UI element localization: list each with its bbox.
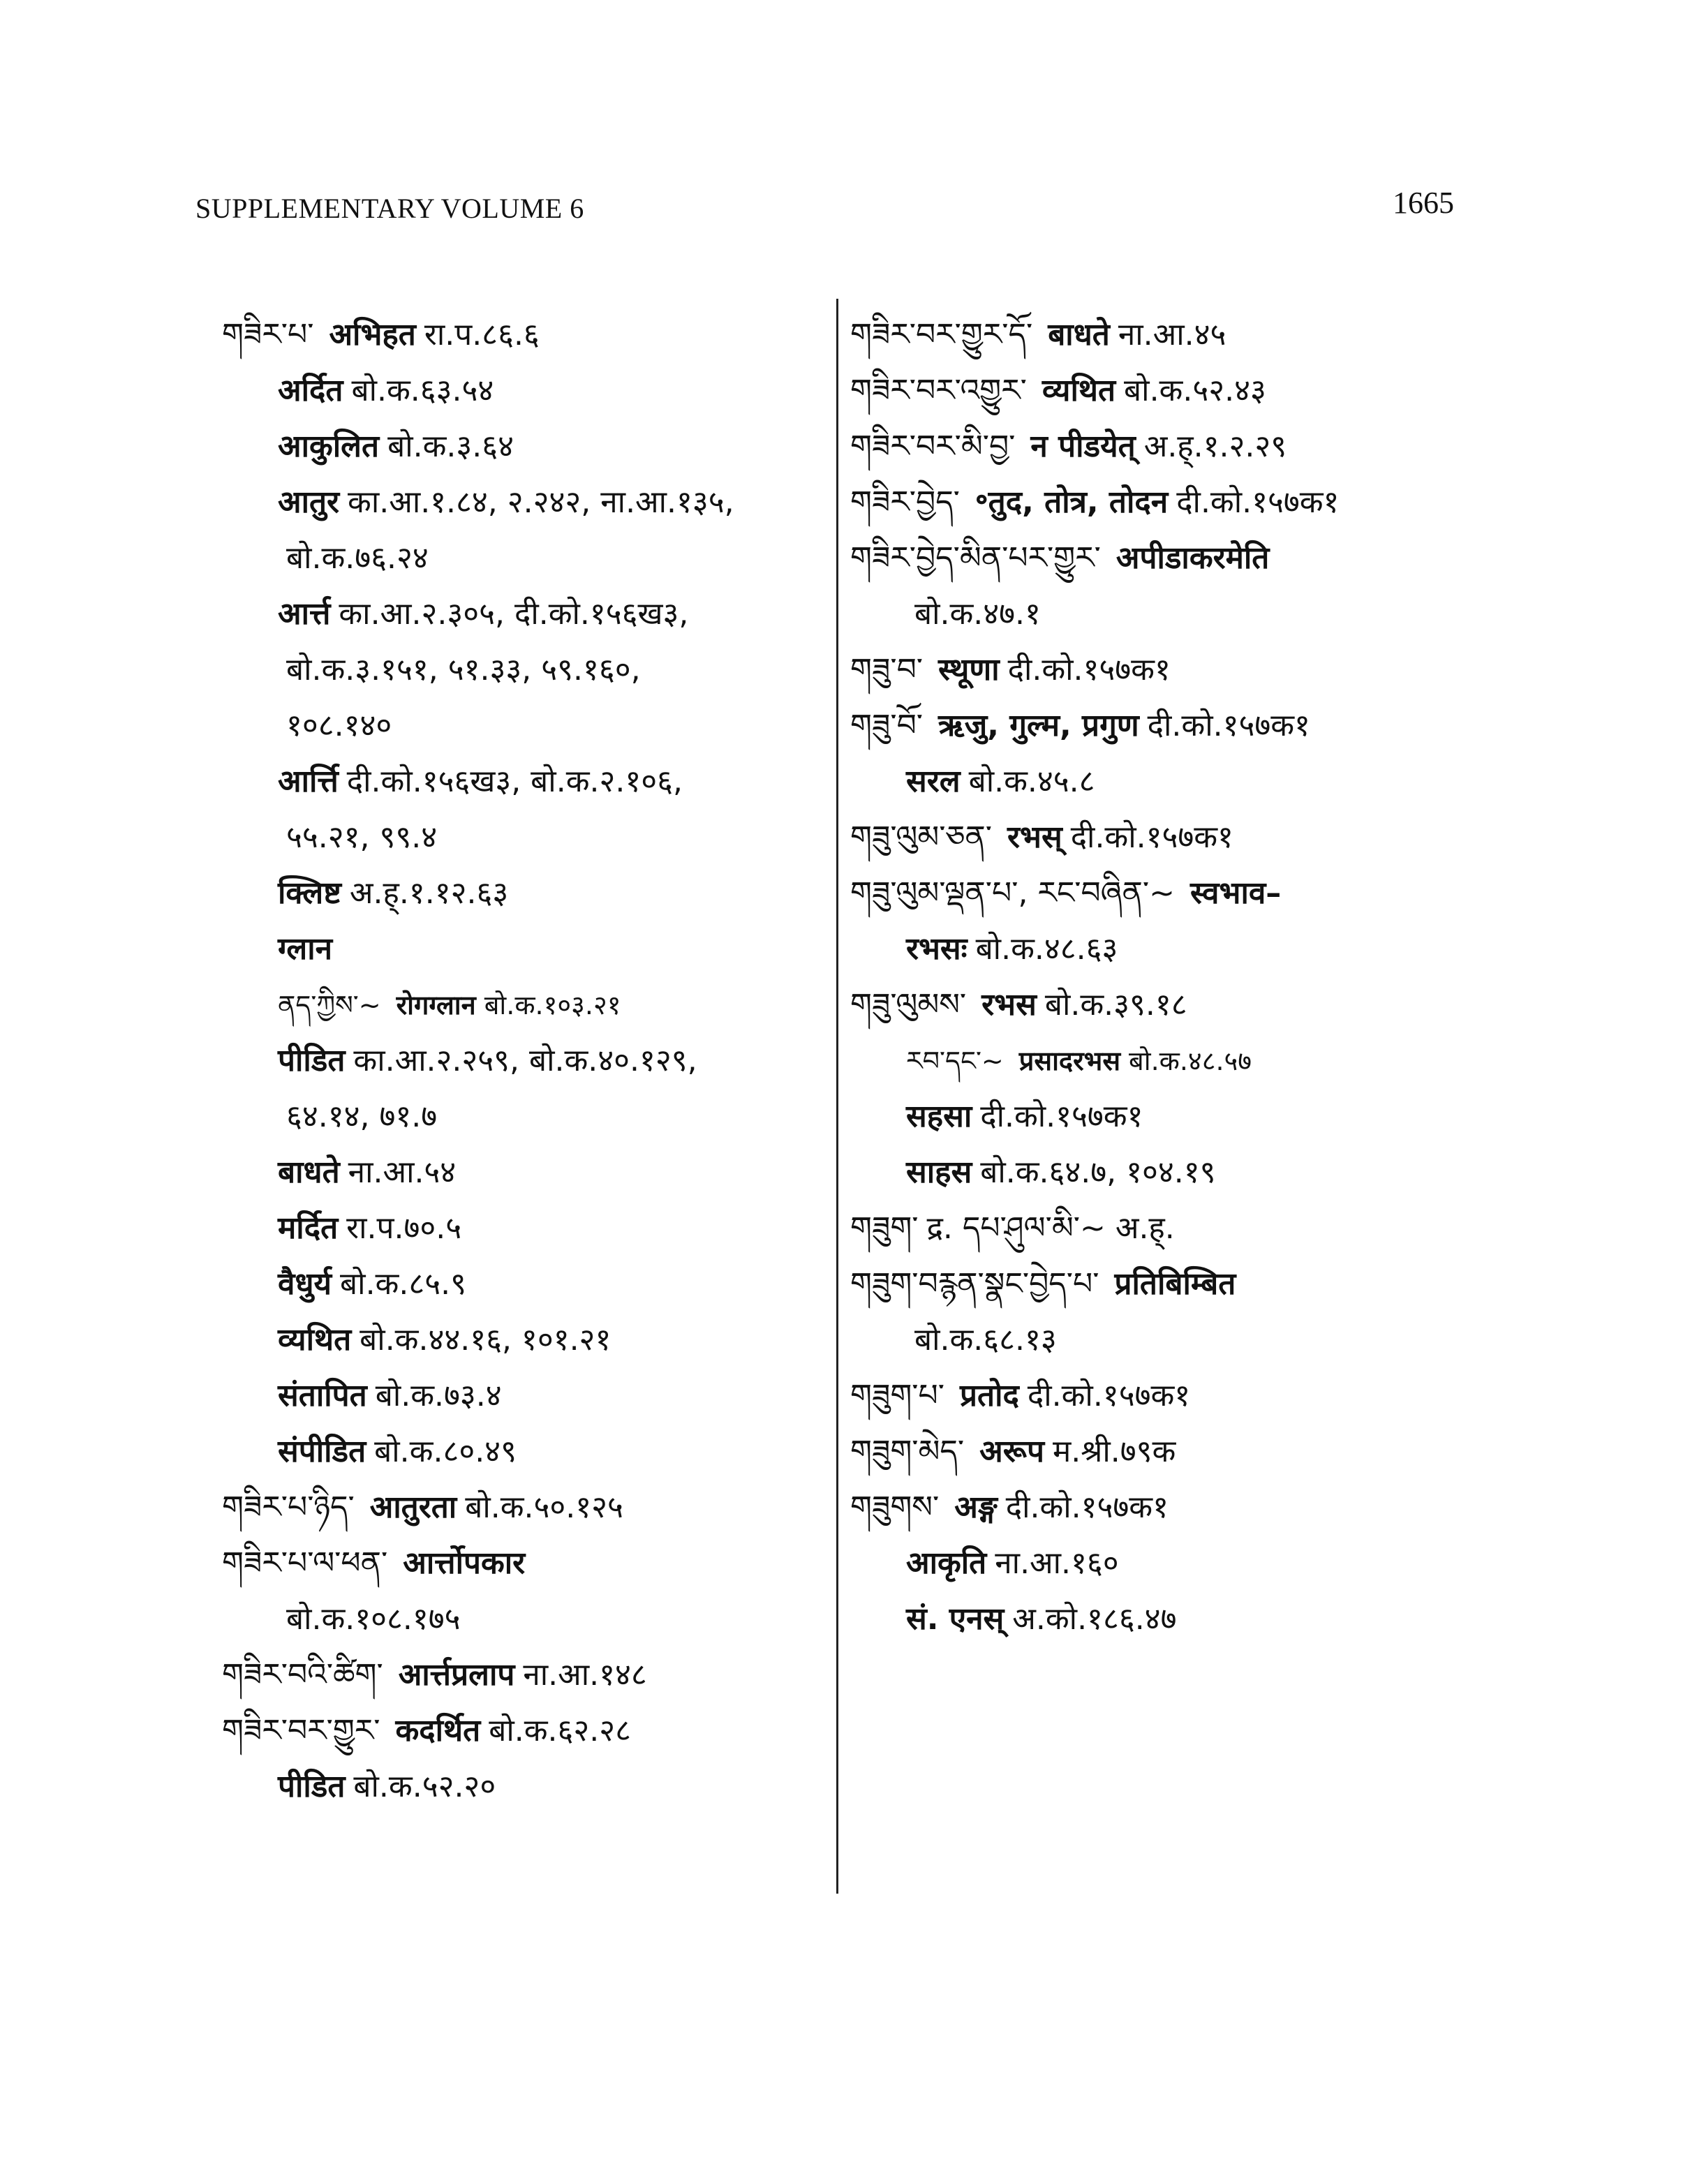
source-reference: बो.क.३९.१८: [1044, 987, 1187, 1023]
dictionary-headword-line: [850, 363, 1478, 419]
dictionary-headword-line: [222, 1536, 822, 1591]
sanskrit-term: प्रतोद: [960, 1378, 1019, 1413]
page-number: 1665: [1393, 186, 1454, 220]
dictionary-sense-line: [850, 1145, 1478, 1201]
source-reference: दी.को.१५७क१: [1007, 652, 1171, 688]
source-reference: दी.को.१५६ख३, बो.क.२.१०६,: [346, 764, 683, 799]
source-reference: ५५.२१, ९९.४: [286, 819, 438, 855]
sanskrit-term: कदर्थित: [395, 1713, 481, 1748]
dictionary-sense-line: [222, 530, 822, 586]
dictionary-sense-line: [222, 1759, 822, 1815]
source-reference: बो.क.८५.९: [340, 1266, 466, 1302]
dictionary-headword-line: [850, 642, 1478, 698]
sanskrit-term: पीडित: [278, 1769, 346, 1804]
tibetan-headword: གཟིར་བའི་ཚིག་: [222, 1657, 383, 1693]
source-reference: बो.क.३.६४: [387, 429, 514, 464]
sanskrit-term: प्रतिबिम्बित: [1114, 1266, 1236, 1302]
dictionary-sense-line: [222, 475, 822, 530]
sanskrit-term: व्यथित: [278, 1322, 352, 1358]
source-reference: दी.को.१५७क१: [1027, 1378, 1191, 1413]
dictionary-headword-line: [850, 530, 1478, 586]
tibetan-headword: གཟིར་བྱེད་མིན་པར་གྱུར་: [850, 540, 1101, 576]
dictionary-sense-line: [850, 586, 1478, 642]
dictionary-sense-line: [222, 1312, 822, 1368]
dictionary-sense-line: [222, 419, 822, 475]
dictionary-headword-line: [222, 1647, 822, 1703]
tibetan-headword: རབ་དང་~: [906, 1046, 1004, 1076]
tibetan-headword: གཟུ་བ་: [850, 652, 924, 688]
source-reference: द्र. དཔ་ཤུལ་མི་~ अ.ह्.: [926, 1210, 1175, 1246]
sanskrit-term: अपीडाकरमेति: [1115, 540, 1270, 576]
source-reference: दी.को.१५७क१: [980, 1099, 1143, 1134]
dictionary-headword-line: [850, 1480, 1478, 1536]
sanskrit-term: वैधुर्य: [278, 1266, 332, 1302]
tibetan-headword: གཟིར་བར་འགྱུར་: [850, 373, 1027, 408]
sanskrit-term: आतुर: [278, 484, 340, 520]
dictionary-sense-line: [222, 1201, 822, 1256]
tibetan-headword: གཟིར་པ་ཉིད་: [222, 1490, 355, 1525]
sanskrit-term: आर्त्ति: [278, 764, 339, 799]
sanskrit-term: अङ्ग: [954, 1490, 998, 1525]
source-reference: अ.ह्.१.१२.६३: [349, 875, 509, 911]
sanskrit-term: रभसः: [906, 931, 968, 967]
source-reference: का.आ.१.८४, २.२४२, ना.आ.१३५,: [348, 484, 734, 520]
running-header: SUPPLEMENTARY VOLUME 6: [195, 193, 584, 224]
dictionary-sense-line: [222, 1089, 822, 1145]
source-reference: का.आ.२.२५९, बो.क.४०.१२९,: [353, 1043, 697, 1078]
sanskrit-term: सहसा: [906, 1099, 972, 1134]
source-reference: बो.क.८०.४९: [374, 1434, 517, 1469]
dictionary-sense-line: [850, 1312, 1478, 1368]
sanskrit-term: मर्दित: [278, 1210, 339, 1246]
source-reference: रा.प.७०.५: [346, 1210, 462, 1246]
tibetan-headword: གཟུ་བོ་: [850, 708, 924, 743]
tibetan-headword: གཟིར་བར་གྱུར་དོ་: [850, 317, 1033, 352]
dictionary-sense-line: [850, 1536, 1478, 1591]
source-reference: म.श्री.७९क: [1052, 1434, 1176, 1469]
source-reference: बो.क.५०.१२५: [465, 1490, 623, 1525]
sanskrit-term: न पीडयेत्: [1030, 429, 1136, 464]
source-reference: बो.क.४८.५७: [1129, 1046, 1252, 1076]
tibetan-headword: གཟུ་ལུམ་ལྡན་པ་, རང་བཞིན་~: [850, 875, 1175, 911]
source-reference: दी.को.१५७क१: [1147, 708, 1310, 743]
source-reference: बो.क.७६.२४: [286, 540, 429, 576]
dictionary-sense-line: [222, 1256, 822, 1312]
tibetan-headword: གཟུག་བརྙན་སྣང་བྱེད་པ་: [850, 1266, 1099, 1302]
sanskrit-term: बाधते: [278, 1154, 340, 1190]
source-reference: बो.क.४५.८: [968, 764, 1095, 799]
sanskrit-term: अर्दित: [278, 373, 343, 408]
source-reference: बो.क.१०३.२१: [484, 990, 621, 1020]
tibetan-headword: གཟུག་པ་: [850, 1378, 944, 1413]
dictionary-sense-line: [222, 586, 822, 642]
sanskrit-term: रभस: [981, 987, 1037, 1023]
dictionary-sense-line: [222, 921, 822, 977]
source-reference: अ.ह्.१.२.२९: [1143, 429, 1287, 464]
source-reference: रा.प.८६.६: [424, 317, 540, 352]
dictionary-sense-line: [850, 754, 1478, 810]
source-reference: बो.क.६३.५४: [351, 373, 494, 408]
tibetan-headword: གཟུག་མེད་: [850, 1434, 965, 1469]
source-reference: का.आ.२.३०५, दी.को.१५६ख३,: [339, 596, 689, 632]
sanskrit-term: स्वभाव–: [1189, 875, 1282, 911]
sanskrit-term: रभस्: [1007, 819, 1062, 855]
source-reference: ना.आ.१६०: [995, 1545, 1119, 1581]
dictionary-headword-line: [850, 475, 1478, 530]
source-reference: दी.को.१५७क१: [1070, 819, 1233, 855]
sanskrit-term: संतापित: [278, 1378, 367, 1413]
tibetan-headword: གཟུགས་: [850, 1490, 940, 1525]
sanskrit-term: प्रसादरभस: [1018, 1046, 1121, 1076]
source-reference: ना.आ.१४८: [523, 1657, 647, 1693]
tibetan-headword: གཟུ་ལུམ་ཅན་: [850, 819, 993, 855]
tibetan-headword: གཟིར་བྱེད་: [850, 484, 960, 520]
dictionary-headword-line: [222, 307, 822, 363]
source-reference: बो.क.४४.१६, १०१.२१: [360, 1322, 611, 1358]
sanskrit-term: आकुलित: [278, 429, 380, 464]
dictionary-sense-line: [850, 1591, 1478, 1647]
dictionary-headword-line: [850, 1424, 1478, 1480]
sanskrit-term: रोगग्लान: [396, 990, 476, 1020]
sanskrit-term: सरल: [906, 764, 961, 799]
source-reference: बो.क.७३.४: [375, 1378, 502, 1413]
sanskrit-term: पीडित: [278, 1043, 346, 1078]
dictionary-sense-line: [222, 1033, 822, 1089]
right-column: [850, 307, 1478, 1647]
tibetan-headword: ནད་ཀྱིས་~: [278, 990, 381, 1020]
dictionary-headword-line: [850, 1256, 1478, 1312]
source-reference: बो.क.६२.२८: [489, 1713, 632, 1748]
dictionary-headword-line: [850, 810, 1478, 866]
sanskrit-term: बाधते: [1048, 317, 1110, 352]
sanskrit-term: अभिहत: [329, 317, 416, 352]
source-reference: बो.क.५२.२०: [353, 1769, 496, 1804]
dictionary-headword-line: [850, 1368, 1478, 1424]
sanskrit-term: आर्त्त: [278, 596, 331, 632]
dictionary-headword-line: [222, 1480, 822, 1536]
source-reference: ६४.१४, ७१.७: [286, 1099, 438, 1134]
source-reference: बो.क.४८.६३: [975, 931, 1118, 967]
source-reference: बो.क.६८.१३: [914, 1322, 1057, 1358]
sanskrit-term: आतुरता: [369, 1490, 457, 1525]
source-reference: ना.आ.४५: [1118, 317, 1226, 352]
sanskrit-term: ऋजु, गुल्म, प्रगुण: [938, 708, 1139, 743]
dictionary-sense-line: [850, 1089, 1478, 1145]
left-column: [222, 307, 822, 1815]
dictionary-headword-line: [850, 307, 1478, 363]
sanskrit-term: अरूप: [979, 1434, 1044, 1469]
sanskrit-term: संपीडित: [278, 1434, 366, 1469]
dictionary-headword-line: [850, 698, 1478, 754]
source-reference: अ.को.१८६.४७: [1012, 1601, 1177, 1637]
source-reference: बो.क.१०८.१७५: [286, 1601, 461, 1637]
sanskrit-term: ग्लान: [278, 931, 333, 967]
dictionary-headword-line: [850, 1201, 1478, 1256]
sanskrit-term: आर्त्तप्रलाप: [398, 1657, 515, 1693]
dictionary-sense-line: [222, 977, 822, 1033]
tibetan-headword: གཟུ་ལུམས་: [850, 987, 967, 1023]
column-divider: [836, 299, 838, 1894]
dictionary-headword-line: [850, 977, 1478, 1033]
sanskrit-term: ॰तुद, तोत्र, तोदन: [974, 484, 1169, 520]
sanskrit-term: क्लिष्ट: [278, 875, 341, 911]
dictionary-sense-line: [222, 1145, 822, 1201]
sanskrit-term: आकृति: [906, 1545, 987, 1581]
tibetan-headword: གཟུག་: [850, 1210, 919, 1246]
dictionary-headword-line: [850, 866, 1478, 921]
dictionary-sense-line: [222, 810, 822, 866]
tibetan-headword: གཟིར་པ་: [222, 317, 314, 352]
dictionary-headword-line: [222, 1703, 822, 1759]
sanskrit-term: सं. एनस्: [906, 1601, 1005, 1637]
source-reference: १०८.१४०: [286, 708, 392, 743]
dictionary-sense-line: [222, 642, 822, 698]
dictionary-sense-line: [850, 1033, 1478, 1089]
tibetan-headword: གཟིར་པ་ལ་ཕན་: [222, 1545, 388, 1581]
source-reference: ना.आ.५४: [348, 1154, 457, 1190]
dictionary-sense-line: [222, 363, 822, 419]
dictionary-sense-line: [850, 921, 1478, 977]
source-reference: बो.क.३.१५१, ५१.३३, ५९.१६०,: [286, 652, 641, 688]
dictionary-sense-line: [222, 866, 822, 921]
sanskrit-term: स्थूणा: [938, 652, 1000, 688]
tibetan-headword: གཟིར་བར་གྱུར་: [222, 1713, 380, 1748]
source-reference: दी.को.१५७क१: [1176, 484, 1340, 520]
source-reference: बो.क.४७.१: [914, 596, 1041, 632]
source-reference: बो.क.५२.४३: [1124, 373, 1266, 408]
source-reference: दी.को.१५७क१: [1005, 1490, 1169, 1525]
dictionary-sense-line: [222, 1591, 822, 1647]
source-reference: बो.क.६४.७, १०४.१९: [980, 1154, 1216, 1190]
sanskrit-term: साहस: [906, 1154, 972, 1190]
dictionary-sense-line: [222, 1424, 822, 1480]
sanskrit-term: आर्त्तोपकार: [403, 1545, 526, 1581]
dictionary-sense-line: [222, 1368, 822, 1424]
tibetan-headword: གཟིར་བར་མི་བྱ་: [850, 429, 1016, 464]
dictionary-sense-line: [222, 754, 822, 810]
dictionary-headword-line: [850, 419, 1478, 475]
sanskrit-term: व्यथित: [1042, 373, 1116, 408]
dictionary-sense-line: [222, 698, 822, 754]
